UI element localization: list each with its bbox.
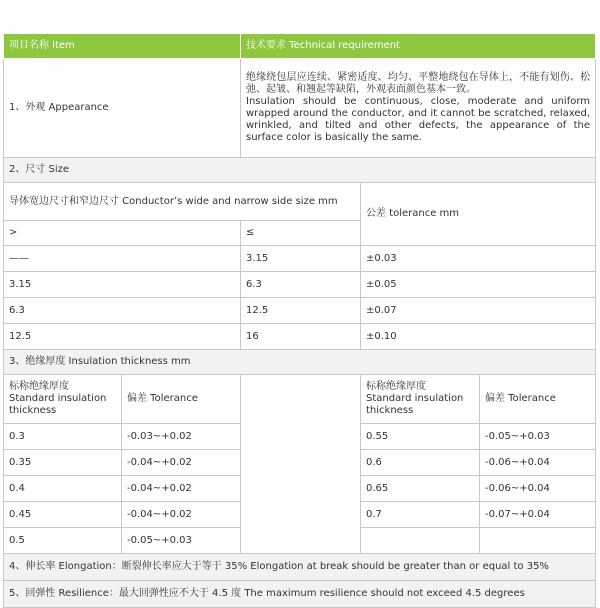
size-le: 16	[241, 324, 361, 350]
size-tolerance: ±0.10	[361, 324, 596, 350]
appearance-requirement-cn: 绝缘绕包层应连续、紧密适度、均匀、平整地绕包在导体上，不能有划伤、松弛、起皱、和翘起等缺陷，外观表面颜色基本一致。	[246, 72, 591, 95]
size-le: 12.5	[241, 298, 361, 324]
size-gt: ——	[4, 246, 241, 272]
appearance-requirement	[241, 59, 596, 158]
size-gt: 3.15	[4, 272, 241, 298]
size-title: 2、尺寸 Size	[4, 158, 596, 183]
size-row	[4, 324, 596, 350]
left-thickness: 0.3	[4, 424, 122, 450]
right-thickness-empty	[361, 528, 480, 554]
size-row	[4, 272, 596, 298]
insulation-section-row	[4, 350, 596, 375]
left-tolerance: -0.04~+0.02	[122, 476, 241, 502]
right-thickness: 0.55	[361, 424, 480, 450]
left-tolerance: -0.04~+0.02	[122, 502, 241, 528]
left-tolerance: -0.03~+0.02	[122, 424, 241, 450]
tolerance-header: 公差 tolerance mm	[361, 183, 596, 246]
header-item: 项目名称 item	[4, 34, 241, 59]
header-requirement: 技术要求 Technical requirement	[241, 34, 596, 59]
appearance-row	[4, 59, 596, 158]
right-tolerance: -0.07~+0.04	[480, 502, 596, 528]
right-thickness: 0.7	[361, 502, 480, 528]
left-thickness: 0.35	[4, 450, 122, 476]
size-le: 3.15	[241, 246, 361, 272]
size-header-row	[4, 183, 596, 221]
size-tolerance: ±0.07	[361, 298, 596, 324]
appearance-label: 1、外观 Appearance	[4, 59, 241, 158]
size-gt: 12.5	[4, 324, 241, 350]
size-row	[4, 246, 596, 272]
le-label: ≤	[241, 221, 361, 246]
size-gt: 6.3	[4, 298, 241, 324]
table-header-row	[4, 34, 596, 59]
insulation-header-row	[4, 375, 596, 424]
size-row	[4, 298, 596, 324]
right-thickness: 0.65	[361, 476, 480, 502]
elongation-text: 4、伸长率 Elongation：断裂伸长率应大于等于 35% Elongation at break should be greater than or equal to 35%	[4, 554, 596, 581]
conductor-size-header: 导体宽边尺寸和窄边尺寸 Conductor’s wide and narrow side size mm	[4, 183, 361, 221]
size-le: 6.3	[241, 272, 361, 298]
size-tolerance: ±0.05	[361, 272, 596, 298]
right-tolerance: -0.06~+0.04	[480, 476, 596, 502]
insulation-title: 3、绝缘厚度 Insulation thickness mm	[4, 350, 596, 375]
right-tolerance: -0.05~+0.03	[480, 424, 596, 450]
left-thickness: 0.45	[4, 502, 122, 528]
left-thickness: 0.5	[4, 528, 122, 554]
insulation-gap-cell	[241, 375, 361, 554]
right-tolerance: -0.06~+0.04	[480, 450, 596, 476]
right-tolerance-empty	[480, 528, 596, 554]
resilience-text: 5、回弹性 Resilience：最大回弹性应不大于 4.5 度 The maximum resilience should not exceed 4.5 degrees	[4, 581, 596, 608]
right-tol-header: 偏差 Tolerance	[480, 375, 596, 424]
left-tolerance: -0.05~+0.03	[122, 528, 241, 554]
left-thickness: 0.4	[4, 476, 122, 502]
left-std-header: 标称绝缘厚度 Standard insulation thickness	[4, 375, 122, 424]
technical-requirements-table	[3, 33, 596, 608]
resilience-row	[4, 581, 596, 608]
right-thickness: 0.6	[361, 450, 480, 476]
left-tolerance: -0.04~+0.02	[122, 450, 241, 476]
size-tolerance: ±0.03	[361, 246, 596, 272]
elongation-row	[4, 554, 596, 581]
gt-label: >	[4, 221, 241, 246]
appearance-requirement-en: Insulation should be continuous, close, moderate and uniform wrapped around the conductor, and it cannot be scratched, relaxed, wrinkled, and tilted and other defects, the appearance of the surface color is basically the same.	[246, 96, 591, 143]
left-tol-header: 偏差 Tolerance	[122, 375, 241, 424]
right-std-header: 标称绝缘厚度 Standard insulation thickness	[361, 375, 480, 424]
size-section-row	[4, 158, 596, 183]
